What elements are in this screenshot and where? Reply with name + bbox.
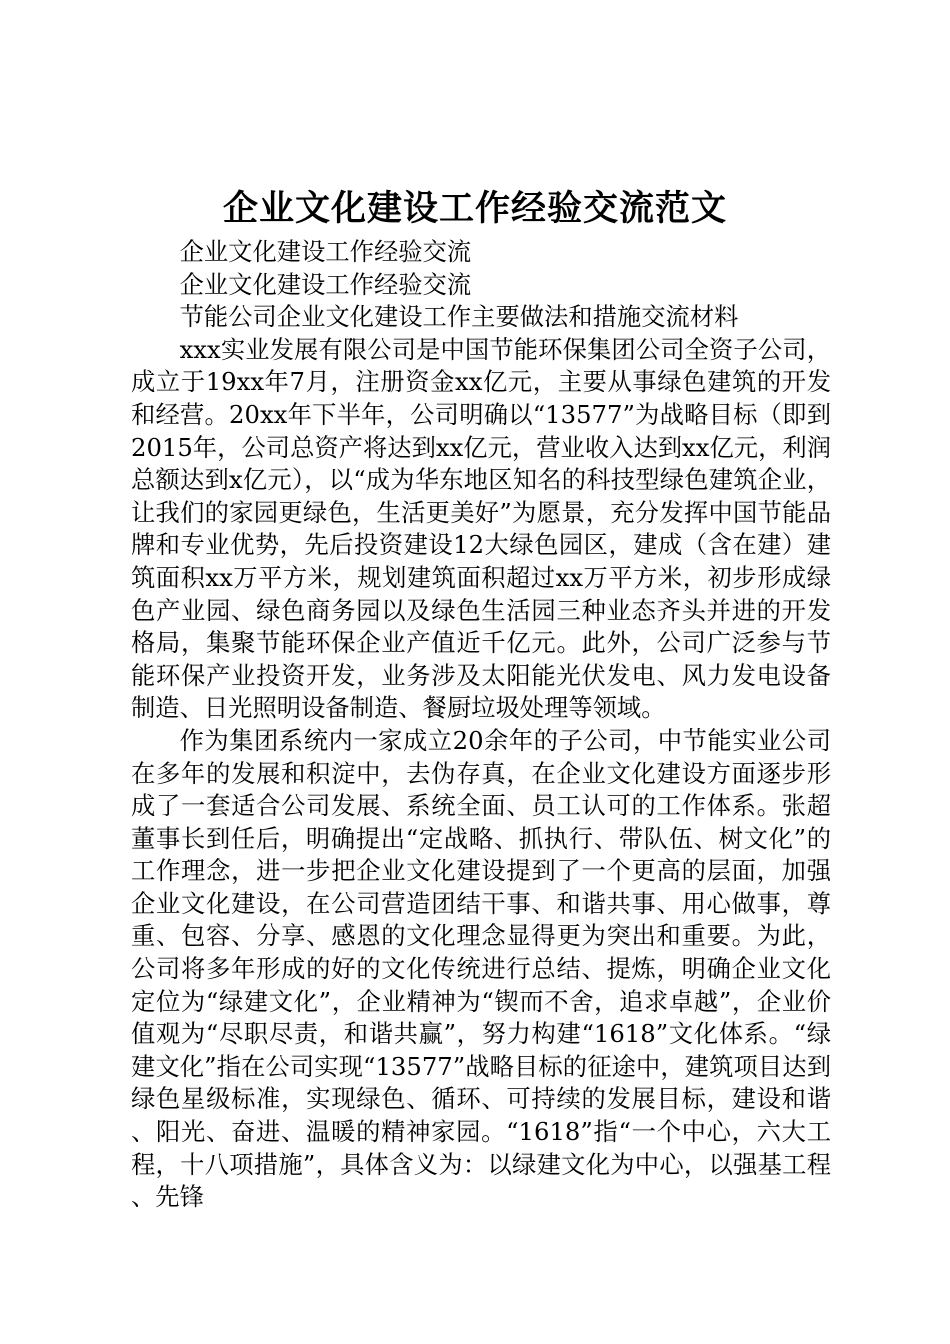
paragraph-culture-system: 作为集团系统内一家成立20余年的子公司，中节能实业公司在多年的发展和积淀中，去伪存真，在企业文化建设方面逐步形成了一套适合公司发展、系统全面、员工认可的工作体系。张超董事长到任后，明确提出“定战略、抓执行、带队伍、树文化”的工作理念，进一步把企业文化建设提到了一个更高的层面，加强企业文化建设，在公司营造团结干事、和谐共事、用心做事，尊重、包容、分享、感恩的文化理念显得更为突出和重要。为此，公司将多年形成的好的文化传统进行总结、提炼，明确企业文化定位为“绿建文化”，企业精神为“锲而不舍，追求卓越”，企业价值观为“尽职尽责，和谐共赢”，努力构建“1618”文化体系。“绿建文化”指在公司实现“13577”战略目标的征途中，建筑项目达到绿色星级标准，实现绿色、循环、可持续的发展目标，建设和谐、阳光、奋进、温暖的精神家园。“1618”指“一个中心，六大工程，十八项措施”，具体含义为：以绿建文化为中心，以强基工程、先锋 [131,725,831,1212]
paragraph-subtitle-2: 企业文化建设工作经验交流 [179,269,472,299]
document-body [131,236,831,1214]
paragraph-subtitle-3: 节能公司企业文化建设工作主要做法和措施交流材料 [179,302,739,332]
paragraph-company-overview: xxx实业发展有限公司是中国节能环保集团公司全资子公司，成立于19xx年7月，注册资金xx亿元，主要从事绿色建筑的开发和经营。20xx年下半年，公司明确以“13577”为战略目标（即到2015年，公司总资产将达到xx亿元，营业收入达到xx亿元，利润总额达到x亿元），以“成为华东地区知名的科技型绿色建筑企业，让我们的家园更绿色，生活更美好”为愿景，充分发挥中国节能品牌和专业优势，先后投资建设12大绿色园区，建成（含在建）建筑面积xx万平方米，规划建筑面积超过xx万平方米，初步形成绿色产业园、绿色商务园以及绿色生活园三种业态齐头并进的开发格局，集聚节能环保企业产值近千亿元。此外，公司广泛参与节能环保产业投资开发，业务涉及太阳能光伏发电、风力发电设备制造、日光照明设备制造、餐厨垃圾处理等领域。 [131,334,831,723]
document-title: 企业文化建设工作经验交流范文 [222,188,727,229]
paragraph-subtitle-1: 企业文化建设工作经验交流 [179,237,472,266]
